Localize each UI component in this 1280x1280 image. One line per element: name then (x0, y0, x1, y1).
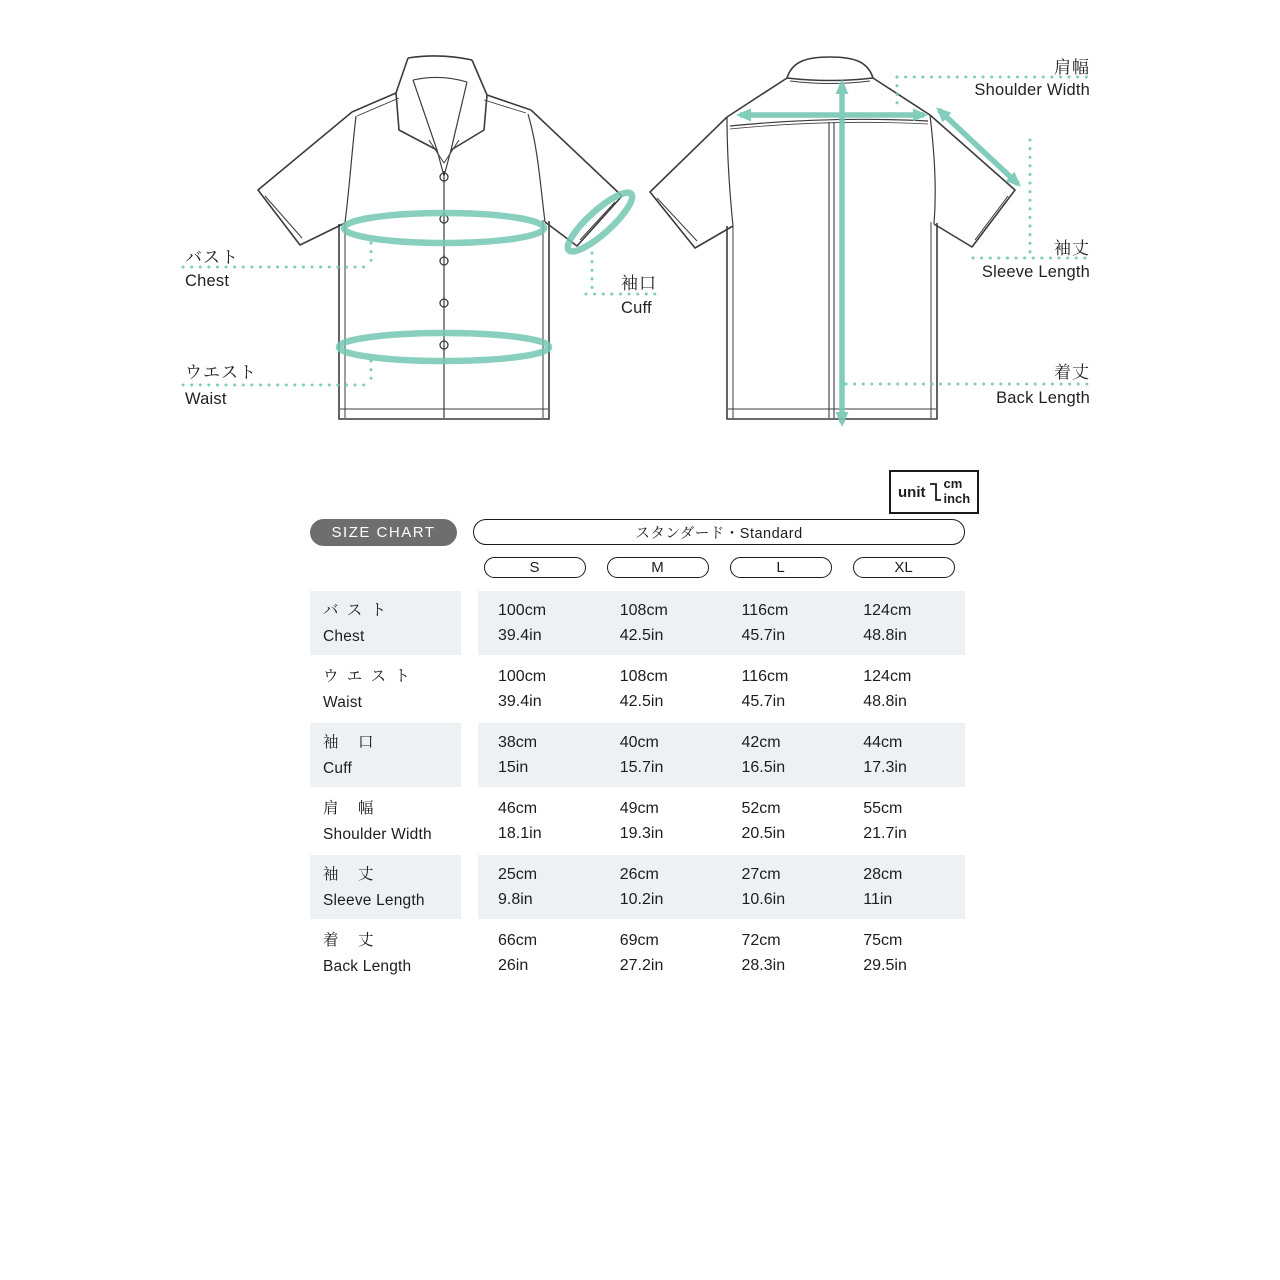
waist-label-en: Waist (185, 390, 227, 408)
cuff-label-en: Cuff (621, 299, 652, 317)
chest-label-jp: バスト (185, 248, 239, 267)
value-cell: 55cm 21.7in (863, 800, 907, 842)
size-table (310, 519, 965, 987)
row-label-jp: 袖 丈 (323, 866, 376, 883)
value-cell: 69cm 27.2in (619, 932, 664, 974)
front-shirt-lineart (258, 56, 622, 419)
row-label-en: Sleeve Length (323, 892, 425, 909)
value-cell: 46cm 18.1in (498, 800, 542, 842)
value-cell: 49cm 19.3in (619, 800, 664, 842)
table-row-chest (310, 591, 965, 655)
row-label-en: Shoulder Width (323, 826, 432, 843)
chest-label-en: Chest (185, 272, 230, 290)
size-chart-badge: SIZE CHART (310, 519, 457, 546)
value-cell: 52cm 20.5in (741, 800, 786, 842)
value-cell: 108cm 42.5in (619, 602, 668, 644)
table-row-back-length (310, 921, 965, 985)
cuff-label-jp: 袖口 (621, 274, 657, 293)
size-pill-m: M (607, 557, 709, 578)
cuff-measure-ellipse (561, 185, 639, 258)
value-cell: 75cm 29.5in (863, 932, 907, 974)
value-cell: 100cm 39.4in (498, 668, 547, 710)
size-header-row (473, 557, 965, 578)
row-label-en: Back Length (323, 958, 412, 975)
sleeve-length-label-en: Sleeve Length (981, 263, 1090, 281)
table-row-waist (310, 657, 965, 721)
table-row-cuff (310, 723, 965, 787)
size-pill-s: S (484, 557, 586, 578)
collection-header: スタンダード・Standard (473, 519, 965, 545)
value-cell: 108cm 42.5in (619, 668, 668, 710)
unit-box (889, 470, 979, 514)
value-cell: 66cm 26in (498, 932, 538, 974)
value-cell: 116cm 45.7in (741, 602, 789, 644)
value-cell: 44cm 17.3in (863, 734, 907, 776)
value-cell: 28cm 11in (863, 866, 903, 908)
row-label-jp: 着 丈 (323, 932, 376, 949)
row-label-jp: 袖 口 (323, 734, 376, 751)
shoulder-width-label-jp: 肩幅 (1054, 58, 1090, 77)
unit-bracket-icon (929, 480, 942, 504)
unit-cm-label: cm (943, 476, 963, 492)
value-cell: 124cm 48.8in (863, 602, 912, 644)
row-label-jp: ウ エ ス ト (323, 668, 412, 685)
row-label-jp: 肩 幅 (323, 800, 376, 817)
value-cell: 116cm 45.7in (741, 668, 789, 710)
size-pill-xl: XL (853, 557, 955, 578)
table-row-shoulder-width (310, 789, 965, 853)
waist-label-jp: ウエスト (185, 363, 257, 382)
value-cell: 42cm 16.5in (741, 734, 786, 776)
shoulder-width-label-en: Shoulder Width (974, 81, 1090, 99)
value-cell: 100cm 39.4in (498, 602, 547, 644)
back-length-label-en: Back Length (996, 389, 1090, 407)
back-length-label-jp: 着丈 (1054, 363, 1090, 382)
value-cell: 72cm 28.3in (741, 932, 786, 974)
row-label-en: Cuff (323, 760, 352, 777)
back-shirt-diagram (640, 50, 1050, 440)
value-cell: 26cm 10.2in (619, 866, 664, 908)
value-cell: 25cm 9.8in (498, 866, 538, 908)
value-cell: 38cm 15in (498, 734, 538, 776)
front-shirt-diagram (240, 50, 660, 440)
sleeve-length-arrow (939, 110, 1018, 184)
size-pill-l: L (730, 557, 832, 578)
row-label-jp: バ ス ト (323, 602, 389, 619)
value-cell: 40cm 15.7in (619, 734, 664, 776)
row-label-en: Waist (323, 694, 363, 711)
sleeve-length-label-jp: 袖丈 (1054, 239, 1090, 258)
back-shirt-lineart (650, 57, 1015, 419)
row-label-en: Chest (323, 628, 365, 645)
value-cell: 124cm 48.8in (863, 668, 912, 710)
unit-inch-label: inch (943, 491, 971, 506)
unit-label: unit (898, 483, 926, 501)
value-cell: 27cm 10.6in (741, 866, 786, 908)
table-row-sleeve-length (310, 855, 965, 919)
